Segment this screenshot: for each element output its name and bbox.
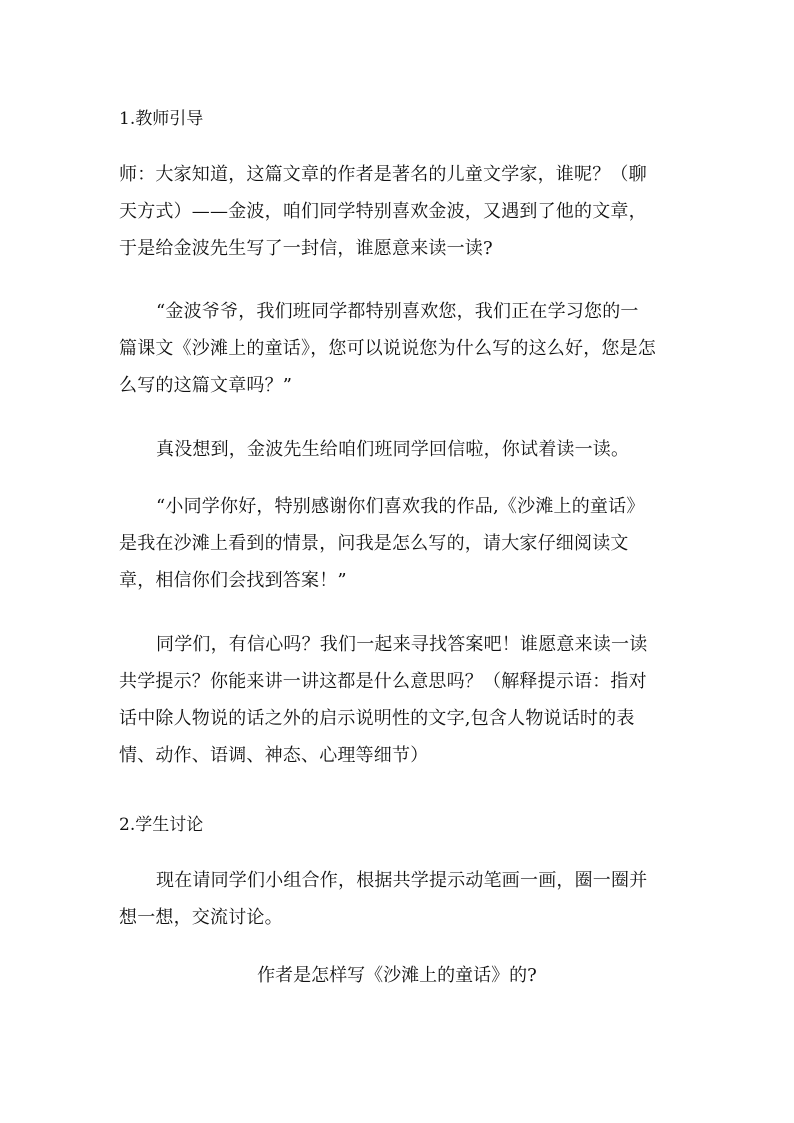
text-line: 同学们，有信心吗？我们一起来寻找答案吧！谁愿意来读一读 [156,634,648,655]
paragraph-letter-to-jinbo [119,293,675,404]
text-line: 话中除人物说的话之外的启示说明性的文字,包含人物说话时的表 [119,708,635,729]
discussion-question: 作者是怎样写《沙滩上的童话》的? [257,965,537,986]
section-heading-student-discussion: 2.学生讨论 [119,815,204,835]
text-line: 真没想到，金波先生给咱们班同学回信啦，你试着读一读。 [156,439,630,460]
text-line: 么写的这篇文章吗？” [119,375,293,396]
paragraph-hint-explanation [119,626,675,774]
text-line: 是我在沙滩上看到的情景，问我是怎么写的，请大家仔细阅读文 [119,533,629,554]
text-line: 篇课文《沙滩上的童话》，您可以说说您为什么写的这么好，您是怎 [119,338,656,359]
text-line: 师：大家知道，这篇文章的作者是著名的儿童文学家，谁呢？（聊 [119,164,647,185]
text-line: 共学提示？你能来讲一讲这都是什么意思吗？（解释提示语：指对 [119,671,647,692]
text-line: 天方式）——金波，咱们同学特别喜欢金波，又遇到了他的文章， [119,201,647,222]
paragraph-group-task [119,862,675,936]
text-line: 章，相信你们会找到答案！” [119,570,347,591]
text-line: 于是给金波先生写了一封信，谁愿意来读一读? [119,238,493,259]
section-heading-teacher-guidance: 1.教师引导 [119,109,204,129]
text-line: “小同学你好，特别感谢你们喜欢我的作品,《沙滩上的童话》 [156,496,645,517]
text-line: 现在请同学们小组合作，根据共学提示动笔画一画，圈一圈并 [156,870,648,891]
text-line: “金波爷爷，我们班同学都特别喜欢您，我们正在学习您的一 [156,301,639,322]
text-line: 情、动作、语调、神态、心理等细节） [119,745,429,766]
text-line: 想一想，交流讨论。 [119,907,283,928]
paragraph-teacher-intro [119,156,675,267]
paragraph-reply-intro [119,431,675,468]
paragraph-jinbo-reply [119,488,675,599]
